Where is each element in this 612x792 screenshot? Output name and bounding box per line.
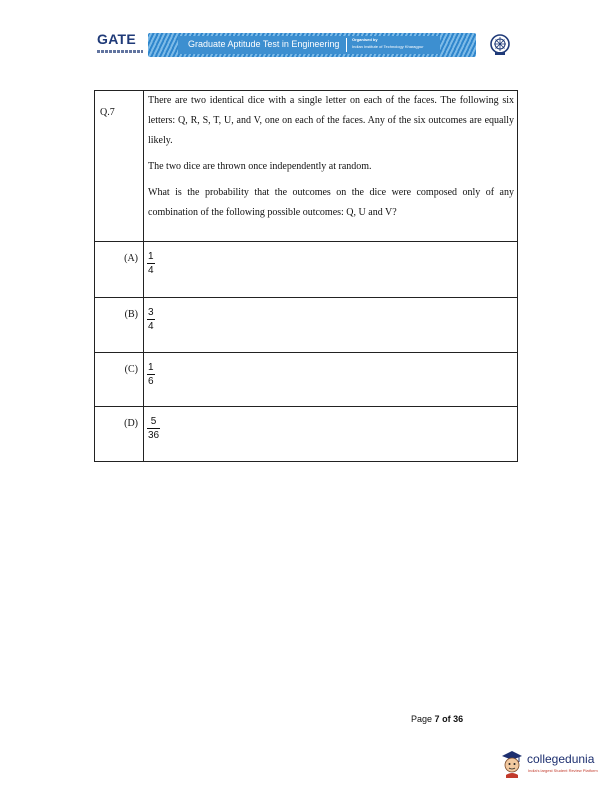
iit-emblem-icon bbox=[489, 33, 511, 57]
option-a-fraction bbox=[147, 251, 155, 276]
option-column-divider bbox=[143, 406, 144, 462]
gate-logo-text: GATE bbox=[97, 31, 137, 47]
graduate-mascot-icon bbox=[499, 748, 525, 778]
option-c-numerator: 1 bbox=[148, 362, 154, 373]
option-d-label: (D) bbox=[124, 418, 138, 429]
option-c-fraction bbox=[147, 362, 155, 387]
option-b-fraction bbox=[147, 307, 155, 332]
option-column-divider bbox=[143, 297, 144, 353]
gate-banner bbox=[148, 33, 476, 57]
option-d-fraction bbox=[147, 416, 160, 441]
collegedunia-logo bbox=[499, 746, 609, 780]
question-column-divider bbox=[143, 90, 144, 242]
question-stem-paragraph: There are two identical dice with a single letter on each of the faces. The following six letters: Q, R, S, T, U, and V, one on each of the faces. Any of the six outcomes are equally likely. bbox=[148, 95, 514, 146]
page-total: 36 bbox=[453, 714, 464, 724]
option-row-c bbox=[94, 352, 518, 407]
question-stem-paragraph: The two dice are thrown once independently at random. bbox=[148, 161, 372, 172]
collegedunia-wordmark: collegedunia bbox=[527, 752, 595, 766]
page-prefix: Page bbox=[411, 714, 433, 724]
fraction-bar bbox=[147, 319, 155, 320]
page-current: 7 bbox=[434, 714, 440, 724]
option-c-label: (C) bbox=[124, 364, 138, 375]
question-number: Q.7 bbox=[100, 107, 115, 118]
option-c-denominator: 6 bbox=[148, 376, 154, 387]
option-a-denominator: 4 bbox=[148, 265, 154, 276]
banner-organised-by: Organised by bbox=[352, 37, 378, 42]
fraction-bar bbox=[147, 374, 155, 375]
option-a-label: (A) bbox=[124, 253, 138, 264]
page-header bbox=[96, 30, 516, 60]
option-row-a bbox=[94, 241, 518, 298]
option-column-divider bbox=[143, 241, 144, 298]
option-row-b bbox=[94, 297, 518, 353]
gate-banner-panel bbox=[178, 36, 440, 54]
option-column-divider bbox=[143, 352, 144, 407]
option-a-numerator: 1 bbox=[148, 251, 154, 262]
option-b-denominator: 4 bbox=[148, 321, 154, 332]
page-of: of bbox=[442, 714, 451, 724]
option-d-denominator: 36 bbox=[148, 430, 160, 441]
option-b-numerator: 3 bbox=[148, 307, 154, 318]
option-b-label: (B) bbox=[124, 309, 138, 320]
question-stem-paragraph: What is the probability that the outcomes on the dice were composed only of any combination of the following possible outcomes: Q, U and V? bbox=[148, 187, 514, 218]
collegedunia-tagline: India's largest Student Review Platform bbox=[528, 768, 598, 773]
option-d-numerator: 5 bbox=[150, 416, 157, 427]
gate-logo-underline bbox=[97, 50, 143, 53]
question-stem bbox=[148, 91, 514, 223]
fraction-bar bbox=[147, 428, 160, 429]
banner-title: Graduate Aptitude Test in Engineering bbox=[188, 39, 340, 49]
fraction-bar bbox=[147, 263, 155, 264]
banner-divider bbox=[346, 38, 347, 52]
banner-institute: Indian Institute of Technology Kharagpur bbox=[352, 44, 424, 49]
page-number bbox=[411, 714, 463, 724]
gate-logo bbox=[96, 30, 146, 60]
